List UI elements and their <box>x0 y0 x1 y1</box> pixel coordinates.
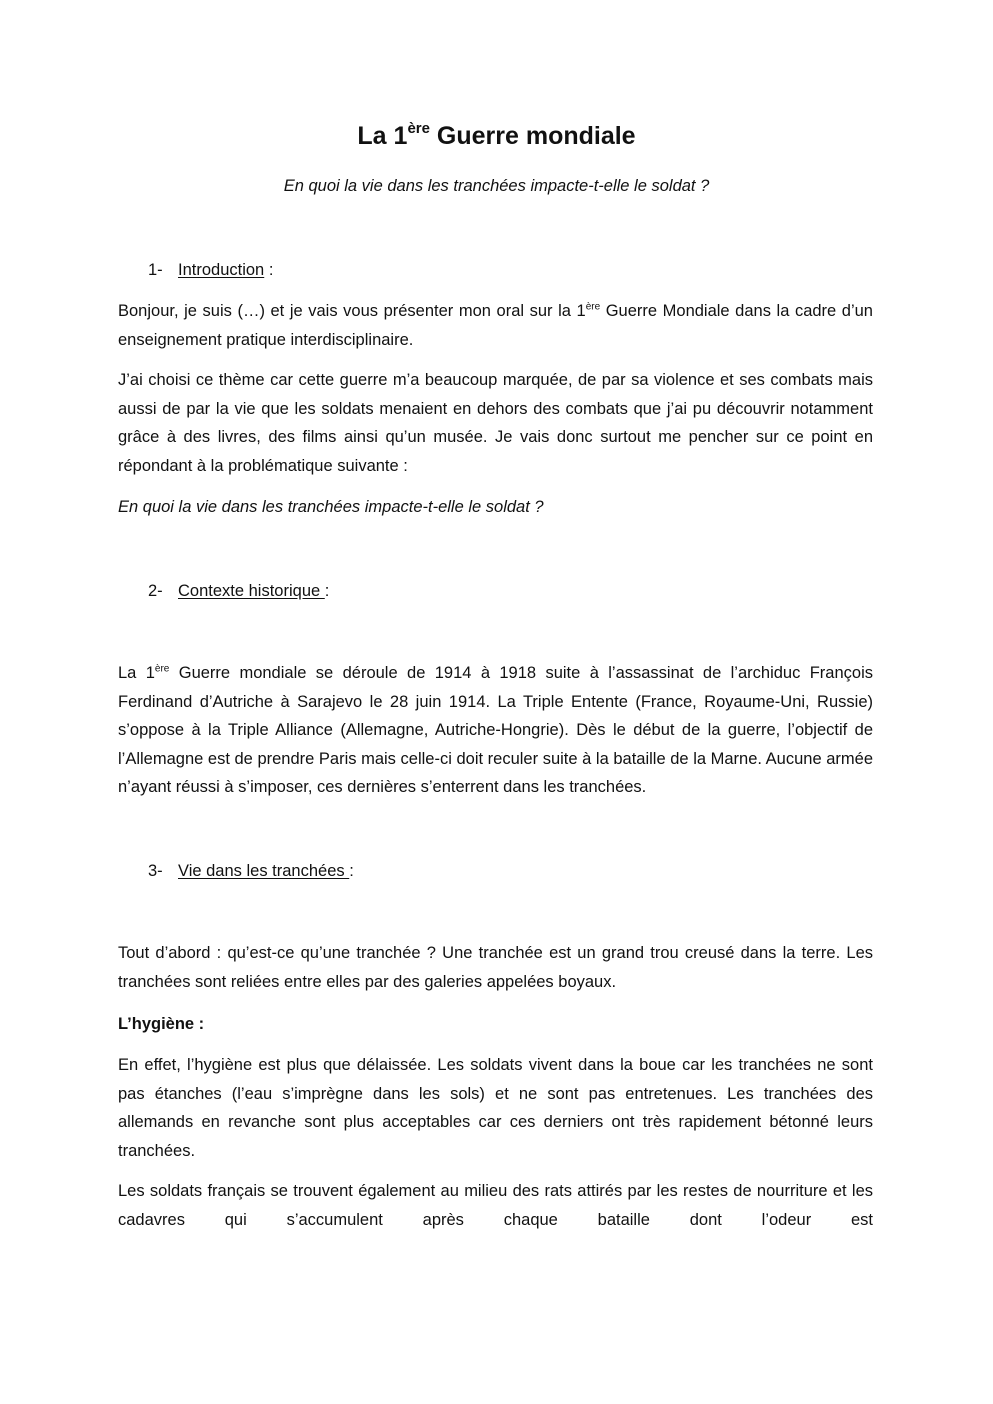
section-number: 2- <box>148 582 163 600</box>
trenches-paragraph: Tout d’abord : qu’est-ce qu’une tranchée ? Une tranchée est un grand trou creusé dans la terre. Les tranchées sont reliées entre elles par des galeries appelées boyaux. <box>118 944 873 991</box>
document-title <box>0 118 993 154</box>
section-title: Contexte historique <box>178 582 325 600</box>
context-paragraph <box>118 659 873 802</box>
context-text-end: Guerre mondiale se déroule de 1914 à 1918 suite à l’assassinat de l’archiduc François Ferdinand d’Autriche à Sarajevo le 28 juin 1914. La Triple Entente (France, Royaume-Uni, Russie) s’oppose à la Triple Alliance (Allemagne, Autriche-Hongrie). Dès le début de la guerre, l’objectif de l’Allemagne est de prendre Paris mais celle-ci doit reculer suite à la bataille de la Marne. Aucune armée n’ayant réussi à s’imposer, ces dernières s’enterrent dans les tranchées. <box>118 664 873 796</box>
section-heading-introduction <box>148 258 273 282</box>
intro-paragraph-1 <box>118 297 873 354</box>
context-text-start: La 1 <box>118 664 155 682</box>
intro-p1-superscript: ère <box>585 301 601 313</box>
hygiene-paragraph-1: En effet, l’hygiène est plus que délaissée. Les soldats vivent dans la boue car les tranchées ne sont pas étanches (l’eau s’imprègne dans les sols) et ne sont pas entretenues. Les tranchées des allemands en revanche sont plus acceptables car ces derniers ont très rapidement bétonné leurs tranchées. <box>118 1056 873 1160</box>
section-heading-vie-tranchees <box>148 859 354 883</box>
section-suffix: : <box>264 261 274 279</box>
title-text-end: Guerre mondiale <box>429 122 636 150</box>
section-number: 1- <box>148 261 163 279</box>
intro-question: En quoi la vie dans les tranchées impacte-t-elle le soldat ? <box>118 498 544 516</box>
intro-p1-text-start: Bonjour, je suis (…) et je vais vous présenter mon oral sur la 1 <box>118 302 586 320</box>
hygiene-paragraph-2: Les soldats français se trouvent également au milieu des rats attirés par les restes de nourriture et les cadavres qui s’accumulent après chaque bataille dont l’odeur est <box>118 1182 873 1229</box>
title-superscript: ère <box>407 119 430 137</box>
section-title: Vie dans les tranchées <box>178 862 350 880</box>
hygiene-heading: L’hygiène : <box>118 1015 205 1033</box>
section-number: 3- <box>148 862 163 880</box>
intro-p1-text-end: Guerre Mondiale dans la cadre d’un enseignement pratique interdisciplinaire. <box>118 302 873 349</box>
intro-paragraph-2: J’ai choisi ce thème car cette guerre m’a beaucoup marquée, de par sa violence et ses combats mais aussi de par la vie que les soldats menaient en dehors des combats que j’ai pu découvrir notamment grâce à des livres, des films ainsi qu’un musée. Je vais donc surtout me pencher sur ce point en répondant à la problématique suivante : <box>118 371 873 475</box>
section-heading-contexte <box>148 579 329 603</box>
document-subtitle: En quoi la vie dans les tranchées impacte-t-elle le soldat ? <box>283 177 710 195</box>
section-title: Introduction <box>178 261 265 279</box>
context-superscript: ère <box>154 663 170 675</box>
section-suffix: : <box>324 582 330 600</box>
section-suffix: : <box>349 862 354 880</box>
title-text-start: La 1 <box>357 122 408 150</box>
